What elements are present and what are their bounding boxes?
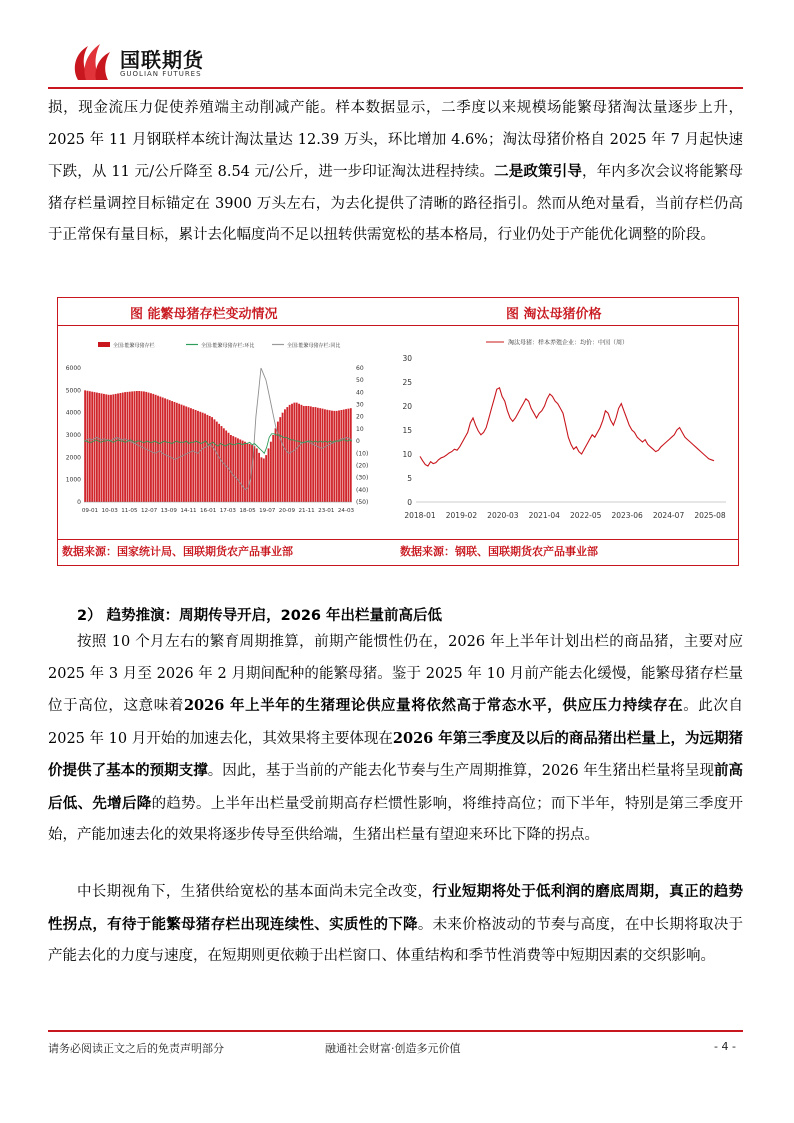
bar: [329, 410, 331, 502]
paragraph-3: 中长期视角下，生猪供给宽松的基本面尚未完全改变，行业短期将处于低利润的磨底周期，真正的趋势性拐点，有待于能繁母猪存栏出现连续性、实质性的下降。未来价格波动的节奏与高度，在中长期将取决于产能去化的力度与速度，在短期则更依赖于出栏窗口、体重结构和季节性消费等中短期因素的交织影响。: [48, 883, 744, 964]
x-tick-label: 24-03: [337, 508, 355, 514]
bar: [157, 396, 159, 502]
right-figure-title: 图 淘汰母猪价格: [506, 307, 602, 322]
bar: [155, 395, 157, 502]
y-tick-label: 1000: [65, 476, 81, 484]
bar: [256, 448, 258, 502]
bar: [166, 399, 168, 502]
price-line: [420, 388, 714, 466]
bar: [261, 457, 263, 502]
bar: [89, 391, 91, 502]
y2-tick-label: 0: [356, 438, 360, 446]
bar: [103, 394, 105, 502]
bar: [112, 394, 114, 502]
legend-label: 全国:能繁母猪存栏:环比: [201, 343, 255, 349]
cull-sow-price-chart: [392, 330, 736, 536]
bar: [213, 419, 215, 502]
bar: [223, 428, 225, 502]
x-tick-label: 2020-03: [487, 511, 519, 520]
bar: [310, 406, 312, 502]
bar: [199, 412, 201, 502]
brand-name: 国联期货: [120, 48, 204, 72]
x-tick-label: 2025-08: [694, 511, 726, 520]
bar: [209, 416, 211, 502]
bar: [249, 444, 251, 502]
x-tick-label: 2023-06: [611, 511, 643, 520]
disclaimer-note: 请务必阅读正文之后的免责声明部分: [48, 1042, 224, 1055]
bar: [338, 410, 340, 502]
right-figure-source: 数据来源：钢联、国联期货农产品事业部: [400, 545, 598, 558]
y2-tick-label: 20: [356, 413, 364, 421]
bar: [152, 394, 154, 502]
bar: [181, 405, 183, 502]
bar: [350, 408, 352, 502]
legend-label: 淘汰母猪：样本养殖企业：均价：中国（周）: [508, 339, 629, 347]
bar: [315, 407, 317, 502]
y2-tick-label: (10): [356, 450, 369, 458]
y-tick-label: 4000: [65, 409, 81, 417]
bar: [188, 407, 190, 502]
x-tick-label: 21-11: [298, 508, 315, 514]
x-tick-label: 16-01: [200, 508, 217, 514]
bar: [218, 424, 220, 502]
bar: [197, 411, 199, 502]
bar: [345, 409, 347, 502]
bar: [303, 406, 305, 502]
bar: [230, 435, 232, 502]
header-divider: [48, 87, 743, 89]
bar: [204, 414, 206, 502]
bar: [265, 455, 267, 502]
bar: [272, 435, 274, 502]
x-tick-label: 13-09: [160, 508, 177, 514]
legend-label: 全国:能繁母猪存栏:同比: [287, 343, 341, 349]
bar: [239, 439, 241, 502]
footer-divider: [48, 1030, 743, 1032]
bar: [322, 409, 324, 502]
bar: [131, 391, 133, 502]
x-tick-label: 2019-02: [445, 511, 478, 520]
bar: [192, 409, 194, 502]
y-tick-label: 0: [407, 498, 412, 507]
bar: [150, 393, 152, 502]
y2-tick-label: (50): [356, 499, 369, 506]
x-tick-label: 2024-07: [652, 511, 685, 520]
bar: [347, 409, 349, 502]
bar: [206, 415, 208, 502]
bar: [145, 392, 147, 502]
bar: [169, 400, 171, 502]
bar: [268, 448, 270, 502]
bar: [333, 411, 335, 502]
y2-tick-label: 60: [356, 365, 364, 372]
bar: [317, 408, 319, 502]
bar: [263, 458, 265, 502]
bar: [159, 397, 161, 502]
bar: [136, 391, 138, 502]
bar: [291, 404, 293, 502]
page-number: - 4 -: [714, 1040, 736, 1053]
y2-tick-label: 40: [356, 389, 364, 397]
bar: [195, 410, 197, 502]
x-tick-label: 11-05: [121, 508, 138, 514]
bar: [91, 392, 93, 502]
y-tick-label: 10: [402, 450, 412, 459]
x-tick-label: 14-11: [180, 508, 197, 514]
bar: [275, 428, 277, 502]
bar: [129, 392, 131, 502]
x-tick-label: 20-09: [278, 508, 296, 514]
bar: [221, 426, 223, 502]
bar: [246, 443, 248, 502]
bar: [98, 393, 100, 502]
bar: [331, 411, 333, 502]
bar: [162, 397, 164, 502]
bar: [326, 410, 328, 502]
bar: [122, 393, 124, 502]
bar: [216, 422, 218, 502]
bar: [84, 390, 86, 502]
bar: [124, 392, 126, 502]
y-tick-label: 30: [402, 354, 412, 363]
bar: [308, 406, 310, 502]
bar: [127, 392, 129, 502]
y2-tick-label: 50: [356, 377, 364, 385]
x-tick-label: 2022-05: [570, 511, 602, 520]
bar: [305, 406, 307, 502]
paragraph-2: 按照 10 个月左右的繁育周期推算，前期产能惯性仍在，2026 年上半年计划出栏的商品猪，主要对应 2025 年 3 月至 2026 年 2 月期间配种的能繁母猪。鉴于 2025 年 10 月前产能去化缓慢，能繁母猪存栏量位于高位，这意味着2026 年上半年的生猪理论供应量将依然高于常态水平，供应压力持续存在。此次自 2025 年 10 月开始的加速去化，其效果将主要体现在2026 年第三季度及以后的商品猪出栏量上，为远期猪价提供了基本的预期支撑。因此，基于当前的产能去化节奏与生产周期推算，2026 年生猪出栏量将呈现前高后低、先增后降的趋势。上半年出栏量受前期高存栏惯性影响，将维持高位；而下半年，特别是第三季度开始，产能加速去化的效果将逐步传导至供给端，生猪出栏量有望迎来环比下降的拐点。: [48, 634, 744, 843]
bar: [343, 410, 345, 502]
y-tick-label: 2000: [65, 454, 81, 462]
paragraph-1: 损，现金流压力促使养殖端主动削减产能。样本数据显示，二季度以来规模场能繁母猪淘汰量逐步上升，2025 年 11 月钢联样本统计淘汰量达 12.39 万头，环比增加 4.6%；淘汰母猪价格自 2025 年 7 月起快速下跌，从 11 元/公斤降至 8.54 元/公斤，进一步印证淘汰进程持续。二是政策引导，年内多次会议将能繁母猪存栏量调控目标锚定在 3900 万头左右，为去化提供了清晰的路径指引。然而从绝对量看，当前存栏仍高于正常保有量目标，累计去化幅度尚不足以扭转供需宽松的基本格局，行业仍处于产能优化调整的阶段。: [48, 100, 743, 243]
bar: [286, 407, 288, 502]
left-figure-source: 数据来源：国家统计局、国联期货农产品事业部: [62, 545, 293, 558]
bar: [336, 411, 338, 502]
footer-slogan: 融通社会财富·创造多元价值: [325, 1042, 461, 1055]
bar: [105, 394, 107, 502]
bar: [87, 391, 89, 502]
figure-source-divider: [57, 539, 739, 540]
bar: [319, 408, 321, 502]
bar: [134, 391, 136, 502]
y-tick-label: 6000: [65, 365, 81, 372]
bar: [232, 436, 234, 502]
bar: [296, 403, 298, 502]
bar: [190, 408, 192, 502]
left-figure-title: 图 能繁母猪存栏变动情况: [130, 307, 278, 322]
bar: [324, 409, 326, 502]
bar: [270, 442, 272, 502]
bar: [300, 405, 302, 502]
bar: [94, 392, 96, 502]
bar: [117, 393, 119, 502]
y2-tick-label: (20): [356, 462, 369, 470]
y-tick-label: 5: [407, 474, 412, 483]
bar: [279, 417, 281, 502]
y-tick-label: 3000: [65, 432, 81, 439]
bar: [164, 398, 166, 502]
bar: [258, 453, 260, 502]
bar: [174, 402, 176, 502]
bar: [183, 406, 185, 502]
bar: [108, 395, 110, 502]
bar: [242, 441, 244, 502]
bar: [148, 393, 150, 502]
x-tick-label: 17-03: [219, 508, 236, 514]
bar: [176, 403, 178, 502]
x-tick-label: 19-07: [259, 508, 276, 514]
x-tick-label: 18-05: [239, 508, 256, 514]
bar: [253, 446, 255, 502]
y-tick-label: 0: [77, 499, 81, 506]
x-tick-label: 09-01: [81, 508, 99, 514]
x-tick-label: 12-07: [140, 508, 158, 514]
bar: [115, 394, 117, 502]
bar: [312, 407, 314, 502]
legend-label: 全国:能繁母猪存栏: [113, 343, 155, 349]
guolian-logo-icon: [70, 40, 116, 84]
bar: [119, 393, 121, 502]
bar: [143, 391, 145, 502]
x-tick-label: 2021-04: [528, 511, 560, 520]
y-tick-label: 15: [402, 426, 412, 435]
y-tick-label: 5000: [65, 387, 81, 395]
x-tick-label: 10-03: [101, 508, 118, 514]
y2-tick-label: 10: [356, 425, 364, 433]
bar: [202, 413, 204, 502]
y2-tick-label: (40): [356, 486, 369, 494]
bar: [235, 437, 237, 502]
section-heading: 2） 趋势推演：周期传导开启，2026 年出栏量前高后低: [77, 608, 443, 624]
y2-tick-label: 30: [356, 401, 364, 409]
bar: [110, 395, 112, 502]
bar: [237, 438, 239, 502]
brand-name-en: GUOLIAN FUTURES: [120, 70, 202, 78]
y-tick-label: 20: [402, 402, 412, 411]
y-tick-label: 25: [402, 378, 412, 387]
bar: [178, 404, 180, 502]
y2-tick-label: (30): [356, 474, 369, 482]
legend-swatch: [98, 342, 110, 347]
bar: [101, 393, 103, 502]
x-tick-label: 2018-01: [404, 511, 436, 520]
bar: [340, 410, 342, 502]
bar: [96, 393, 98, 502]
bar: [282, 413, 284, 502]
sow-inventory-chart: [58, 330, 384, 536]
x-tick-label: 23-01: [318, 508, 335, 514]
bar: [211, 417, 213, 502]
bar: [293, 403, 295, 502]
bar: [171, 401, 173, 502]
bar: [244, 442, 246, 502]
figure-title-divider: [57, 325, 739, 326]
bar: [284, 409, 286, 502]
bar: [298, 404, 300, 502]
